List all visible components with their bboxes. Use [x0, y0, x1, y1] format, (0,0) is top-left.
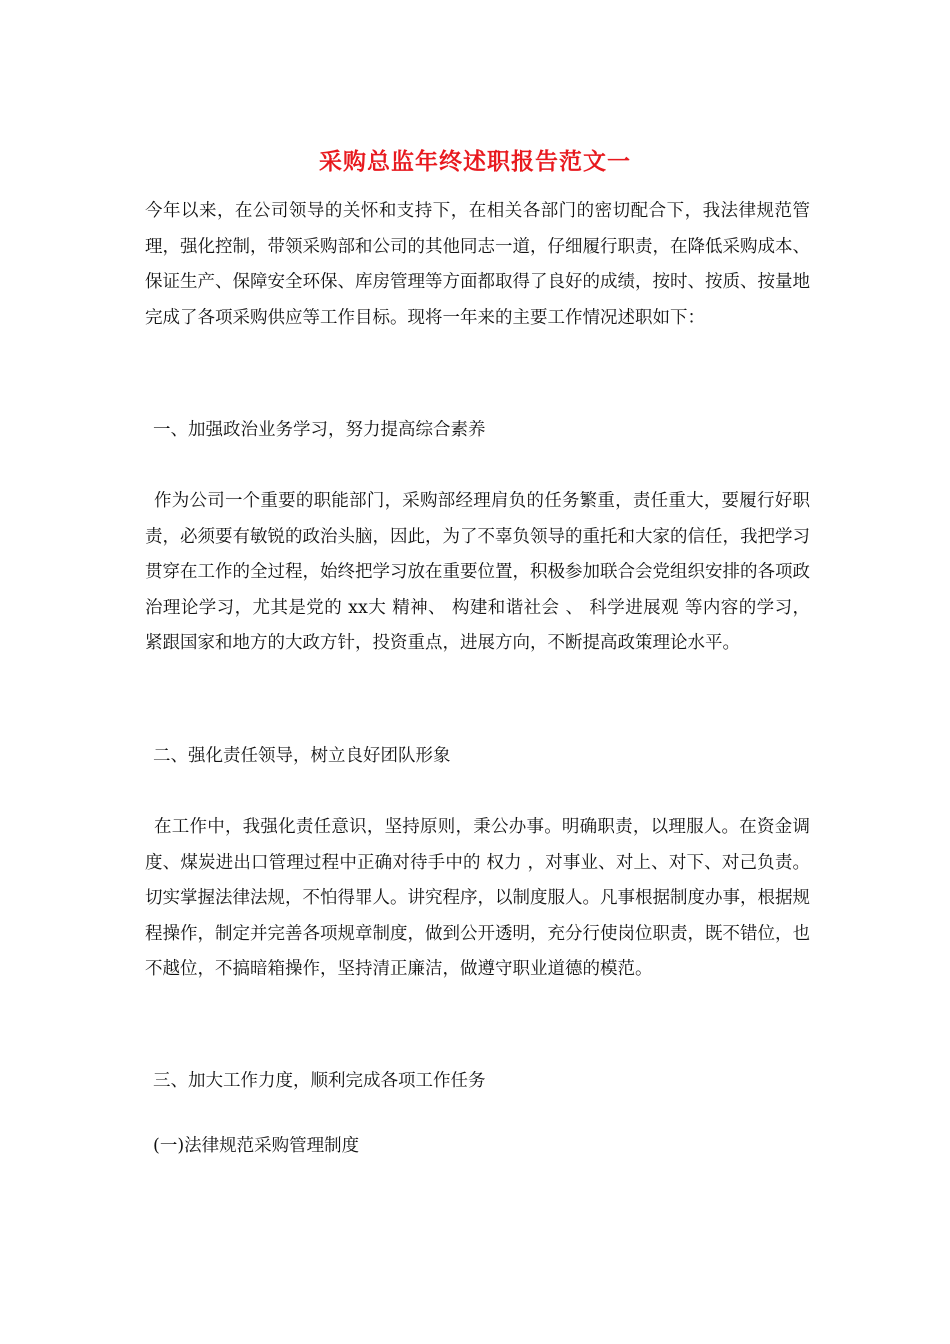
section-1-paragraph: 作为公司一个重要的职能部门，采购部经理肩负的任务繁重，责任重大，要履行好职责，必须要有敏锐的政治头脑，因此，为了不辜负领导的重托和大家的信任，我把学习贯穿在工作的全过程，始终把学习放在重要位置，积极参加联合会党组织安排的各项政治理论学习，尤其是党的 xx大 精神、 构建和谐社会 、 科学进展观 等内容的学习，紧跟国家和地方的大政方针，投资重点，进展方向，不断提高政策理论水平。	[145, 491, 810, 653]
section-2-heading: 二、强化责任领导，树立良好团队形象	[153, 746, 451, 766]
section-1-heading: 一、加强政治业务学习，努力提高综合素养	[153, 420, 486, 440]
subsection-1-heading: (一)法律规范采购管理制度	[153, 1136, 360, 1156]
document-title: 采购总监年终述职报告范文一	[319, 149, 631, 175]
section-3-heading: 三、加大工作力度，顺利完成各项工作任务	[153, 1071, 486, 1091]
section-2-paragraph: 在工作中，我强化责任意识，坚持原则，秉公办事。明确职责，以理服人。在资金调度、煤炭进出口管理过程中正确对待手中的 权力 ，对事业、对上、对下、对己负责。切实掌握法律法规，不怕得罪人。讲究程序，以制度服人。凡事根据制度办事，根据规程操作，制定并完善各项规章制度，做到公开透明，充分行使岗位职责，既不错位，也不越位，不搞暗箱操作，坚持清正廉洁，做遵守职业道德的模范。	[145, 817, 810, 979]
intro-paragraph: 今年以来，在公司领导的关怀和支持下，在相关各部门的密切配合下，我法律规范管理，强化控制，带领采购部和公司的其他同志一道，仔细履行职责，在降低采购成本、保证生产、保障安全环保、库房管理等方面都取得了良好的成绩，按时、按质、按量地完成了各项采购供应等工作目标。现将一年来的主要工作情况述职如下：	[145, 201, 810, 328]
